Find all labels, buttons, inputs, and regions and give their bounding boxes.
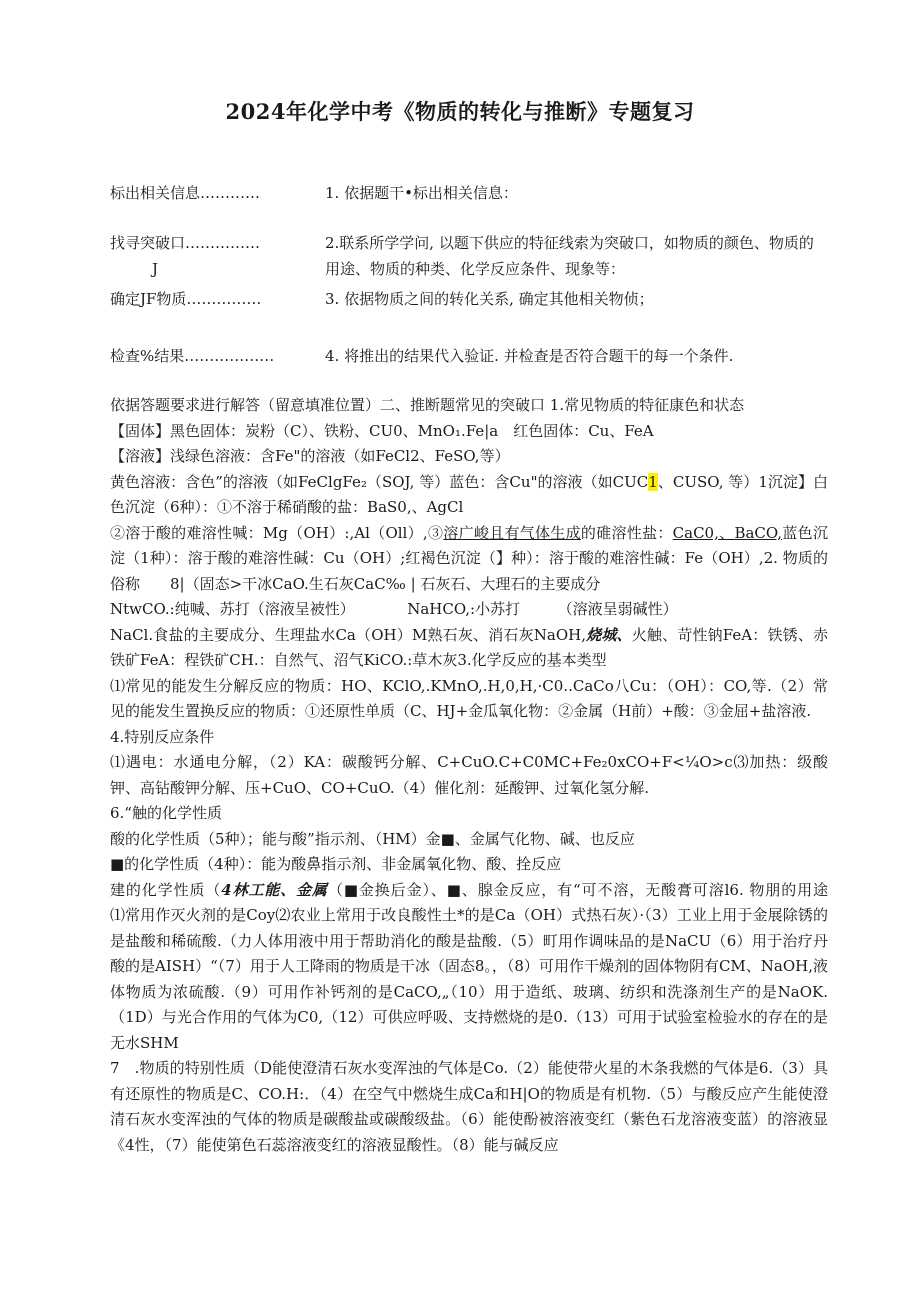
paragraph bbox=[110, 470, 828, 521]
text-run: 、CUSO, 等）1沉淀】白色沉淀（6种）：①不溶于稀硝酸的盐：BaS0,、AgCl bbox=[110, 472, 828, 516]
step-1 bbox=[110, 180, 830, 214]
step-text: 1. 依据题干•标出相关信息： bbox=[325, 184, 518, 202]
paragraph bbox=[110, 623, 828, 674]
step-text: 4. 将推出的结果代入验证. 并检查是否符合题干的每一个条件. bbox=[325, 347, 734, 365]
paragraph: 【固体】黑色固体：炭粉（C）、铁粉、CU0、MnO₁.Fe|a 红色固体：Cu、FeA bbox=[110, 421, 654, 440]
step-label: 标出相关信息………… bbox=[110, 184, 261, 202]
step-4 bbox=[110, 343, 830, 377]
paragraph: ⑴遇电：水通电分解，（2）KA：碳酸钙分解、C+CuO.C+C0MC+Fe₂0xCO+F<¼O>c⑶加热：级酸钾、高钻酸钾分解、压+CuO、CO+CuO.（4）催化剂：延酸钾、过氧化氢分解. bbox=[110, 753, 828, 797]
text-run: NaCl.食盐的主要成分、生理盐水Ca（OH）M熟石灰、消石灰NaOH, bbox=[110, 625, 586, 644]
step-label: 找寻突破口…………… bbox=[110, 234, 261, 252]
underlined-text: CaC0,、BaCO, bbox=[672, 523, 783, 542]
paragraph: 【溶液】浅绿色溶液：含Fe"的溶液（如FeCl2、FeSO,等） bbox=[110, 447, 510, 465]
step-2 bbox=[110, 230, 830, 282]
paragraph: ⑴常见的能发生分解反应的物质：HO、KClO,.KMnO,.H,0,H,·C0..CaCo八Cu：（OH）：CO,等.（2）常见的能发生置换反应的物质：①还原性单质（C、HJ+金瓜氧化物：②金属（H前）+酸：③金屈+盐溶液. bbox=[110, 676, 828, 720]
paragraph: 酸的化学性质（5种）；能与酸”指示剂、（HM）金■、金属气化物、碱、也反应 bbox=[110, 829, 635, 848]
text-run: （■金换后金）、■、腺金反应，有“可不溶，无酸膏可溶l6. 物朋的用途 ⑴常用作灭火剂的是Coy⑵农业上常用于改良酸性土*的是Ca（OH）式热石灰）·（3）工业上用于金展除锈的是盐酸和稀硫酸.（力人体用液中用于帮助消化的酸是盐酸.（5）町用作调味品的是NaCU（6）用于治疗丹酸的是AISH）“（7）用于人工降雨的物质是干冰（固态8。，（8）可用作干燥剂的固体物阴有CM、NaOH,液体物质为浓硫酸.（9）可用作补钙剂的是CaCO,„（10）用于造纸、玻璃、纺织和洗涤剂生产的是NaOK.（1D）与光合作用的气体为C0,（12）可供应呼吸、支持燃烧的是0.（13）可用于试验室检验水的存在的是无水SHM bbox=[110, 880, 888, 1052]
step-text: 2.联系所学学问, 以题下供应的特征线索为突破口，如物质的颜色、物质的用途、物质的种类、化学反应条件、现象等： bbox=[325, 234, 814, 278]
paragraph: 6.“触的化学性质 bbox=[110, 804, 222, 822]
paragraph bbox=[110, 521, 828, 598]
step-3 bbox=[110, 286, 830, 320]
step-sub: J bbox=[152, 260, 159, 278]
paragraph: ■的化学性质（4种）：能为酸鼻指示剂、非金属氧化物、酸、拴反应 bbox=[110, 855, 562, 873]
emphasized-text: 烧城、 bbox=[585, 625, 632, 644]
emphasized-text: 4林工能、金属 bbox=[221, 880, 328, 899]
text-run: ②溶于酸的难溶性喊：Mg（OH）:,Al（Oll）,③ bbox=[110, 523, 444, 542]
text-run: 蓝色沉淀（1种）：溶于酸的难溶性碱：Cu（OH）;红褐色沉淀（】种）：溶于酸的难溶性碱：Fe（OH）,2. 物质的俗称 8|（固态>干冰CaO.生石灰CaC‰ | 石灰石、大理石的主要成分 bbox=[110, 523, 828, 593]
underlined-text: 溶广峻且有气体生成 bbox=[443, 523, 581, 542]
text-run: 黄色溶液：含色”的溶液（如FeClgFe₂（SOJ, 等）蓝色：含Cu"的溶液（如CUC bbox=[110, 472, 649, 491]
text-run: 火触、苛性钠FeA：铁锈、赤铁矿FeA：程铁矿CH.：自然气、沼气KiCO.:草木灰3.化学反应的基本类型 bbox=[110, 625, 828, 669]
step-text: 3. 依据物质之间的转化关系, 确定其他相关物侦； bbox=[325, 290, 654, 308]
paragraph: NtwCO.:纯喊、苏打（溶液呈被性） NaHCO,:小苏打 （溶液呈弱碱性） bbox=[110, 600, 678, 618]
paragraph: 依据答题要求进行解答（留意填准位置）二、推断题常见的突破口 1.常见物质的特征康色和状态 bbox=[110, 396, 745, 414]
paragraph: 4.特别反应条件 bbox=[110, 727, 215, 746]
document-body bbox=[110, 393, 888, 1158]
text-run: 的碓溶性盐： bbox=[580, 523, 673, 542]
step-label: 确定JF物质…………… bbox=[110, 290, 262, 308]
paragraph bbox=[110, 878, 888, 1057]
text-run: 建的化学性质（ bbox=[110, 880, 222, 899]
highlighted-text: 1 bbox=[648, 472, 658, 491]
paragraph: 7 .物质的特别性质（D能使澄清石灰水变浑浊的气体是Co.（2）能使带火星的木条我燃的气体是6.（3）具有还原性的物质是C、CO.H:．（4）在空气中燃烧生成Ca和H|O的物质是有机物.（5）与酸反应产生能使澄清石灰水变浑浊的气体的物质是碳酸盐或碳酸级盐。（6）能使酚被溶液变红（紫色石龙溶液变蓝）的溶液显《4性，（7）能使第色石蕊溶液变红的溶液显酸性。（8）能与碱反应 bbox=[110, 1059, 828, 1154]
step-label: 检查%结果……………… bbox=[110, 347, 275, 365]
page-title: 2024年化学中考《物质的转化与推断》专题复习 bbox=[225, 99, 695, 124]
